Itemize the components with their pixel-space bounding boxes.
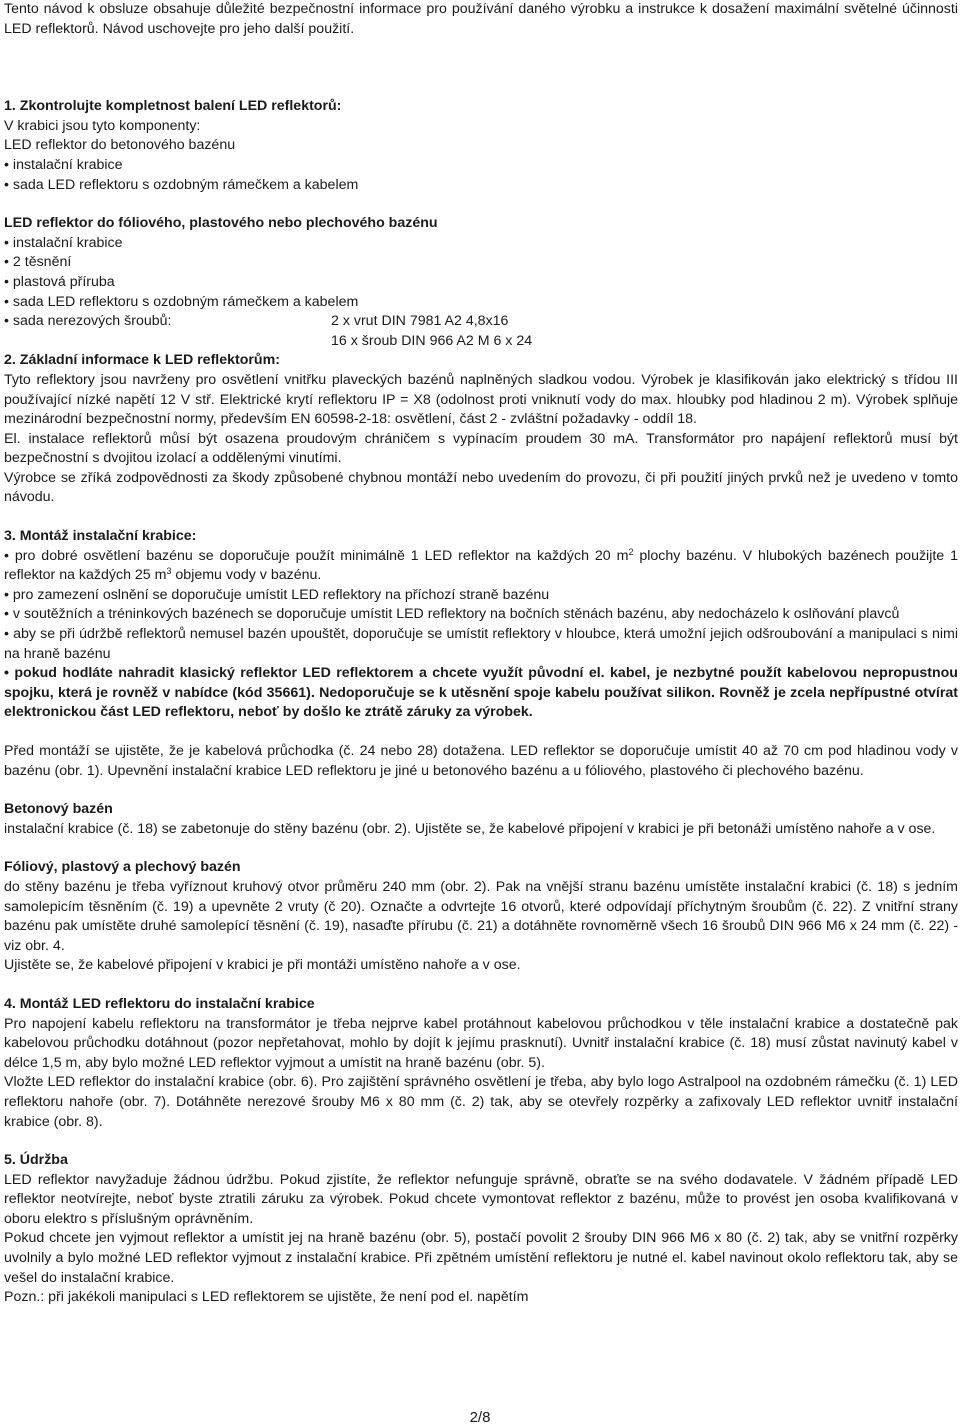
section-5-note: Pozn.: při jakékoli manipulaci s LED reflektorem se ujistěte, že není pod el. napětím <box>4 1289 529 1306</box>
foil-pool-text: do stěny bazénu je třeba vyříznout kruhový otvor průměru 240 mm (obr. 2). Pak na vnější stranu bazénu umístěte instalační krabici (č. 18) s jedním samolepicím těsněním (č. 19) a upevněte 2 vruty (č 20). Označte a odvrtejte 16 otvorů, které odpovídají příchytným šroubům (č. 22). Z vnitřní strany bazénu pak umístěte druhé samolepící těsnění (č. 19), nasaďte přírubu (č. 21) a dotáhněte rovnoměrně všech 16 šroubů DIN 966 M6 x 24 mm (č. 22) - viz obr. 4. <box>4 878 958 954</box>
page-number: 2/8 <box>469 1409 491 1426</box>
list-item: • v soutěžních a tréninkových bazénech se doporučuje umístit LED reflektory na bočních stěnách bazénu, aby nedocházelo k oslňování plavců <box>4 605 958 625</box>
section-3-paragraph: Před montáží se ujistěte, že je kabelová průchodka (č. 24 nebo 28) dotažena. LED reflektor se doporučuje umístit 40 až 70 cm pod hladinou vody v bazénu (obr. 1). Upevnění instalační krabice LED reflektoru je jiné u betonového bazénu a u fóliového, plastového či plechového bazénu. <box>4 743 958 779</box>
concrete-pool-title: LED reflektor do betonového bazénu <box>4 137 236 154</box>
list-item: • pro dobré osvětlení bazénu se doporučuje použít minimálně 1 LED reflektor na každých 20 $m^2$ plochy bazénu. V hlubokých bazénech použijte 1 reflektor na každých 25 $m^3$ objemu vody v bazénu. <box>4 547 958 586</box>
list-item-warning: • pokud hodláte nahradit klasický reflektor LED reflektorem a chcete využít původní el. kabel, je nezbytné použít kabelovou nepropustnou spojku, která je rovněž v nabídce (kód 35661). Nedoporučuje se k utěsnění spoje kabelu používat silikon. Rovněž je zcela nepřípustné otvírat elektronickou část LED reflektoru, neboť by došlo ke ztrátě záruky za výrobek. <box>4 664 958 723</box>
list-item: • instalační krabice <box>4 156 958 176</box>
foil-pool-text-2: Ujistěte se, že kabelové připojení v krabici je při montáži umístěno nahoře a v ose. <box>4 957 521 974</box>
screws-value-1: 2 x vrut DIN 7981 A2 4,8x16 <box>331 313 509 330</box>
section-5-paragraph: Pokud chcete jen vyjmout reflektor a umístit jej na hraně bazénu (obr. 5), postačí povolit 2 šrouby DIN 966 M6 x 80 (č. 2) tak, aby se vnitřní rozpěrky uvolnily a bylo možné LED reflektor vyjmout z instalační krabice. Při zpětném umístění reflektoru je nutné el. kabel navinout okolo reflektoru tak, aby se vešel do instalační krabice. <box>4 1230 958 1286</box>
section-5-heading: 5. Údržba <box>4 1152 68 1169</box>
concrete-pool-heading: Betonový bazén <box>4 801 113 818</box>
section-2-paragraph: Tyto reflektory jsou navrženy pro osvětlení vnitřku plaveckých bazénů naplněných sladkou vodou. Výrobek je klasifikován jako elektrický s třídou III používající nízké napětí 12 V stř. Elektrické krytí reflektoru IP = X8 (odolnost proti vniknutí vody do max. hloubky pod hladinou 2 m). Výrobek splňuje mezinárodní bezpečnostní normy, především EN 60598-2-18: osvětlení, část 2 - zvláštní požadavky - oddíl 18. <box>4 371 958 428</box>
concrete-pool-text: instalační krabice (č. 18) se zabetonuje do stěny bazénu (obr. 2). Ujistěte se, že kabelové připojení v krabici je při betonáži umístěno nahoře a v ose. <box>4 820 936 837</box>
section-4-heading: 4. Montáž LED reflektoru do instalační krabice <box>4 995 315 1012</box>
list-item: • pro zamezení oslnění se doporučuje umístit LED reflektory na příchozí straně bazénu <box>4 586 958 606</box>
screws-label: • sada nerezových šroubů: <box>4 312 331 332</box>
section-1-heading: 1. Zkontrolujte kompletnost balení LED reflektorů: <box>4 98 342 115</box>
list-item: • plastová příruba <box>4 273 958 293</box>
section-2-paragraph: Výrobce se zříká zodpovědnosti za škody způsobené chybnou montáží nebo uvedením do provozu, či při použití jiných prvků než je uvedeno v tomto návodu. <box>4 469 958 506</box>
section-4-paragraph: Pro napojení kabelu reflektoru na transformátor je třeba nejprve kabel protáhnout kabelovou průchodkou v těle instalační krabice a dostatečně pak kabelovou průchodku dotáhnout (pozor nepřetahovat, mohlo by dojít k jejímu prasknutí). Uvnitř instalační krabice (č. 18) musí zůstat navinutý kabel v délce 1,5 m, aby bylo možné LED reflektor vyjmout a umístit na hraně bazénu (obr. 5). <box>4 1015 958 1071</box>
section-2-paragraph: El. instalace reflektorů můsí být osazena proudovým chráničem s vypínacím proudem 30 mA. Transformátor pro napájení reflektorů musí být bezpečnostní s dvojitou izolací a oddělenými vinutími. <box>4 430 958 467</box>
section-2-heading: 2. Základní informace k LED reflektorům: <box>4 352 280 369</box>
screws-value-2: 16 x šroub DIN 966 A2 M 6 x 24 <box>331 332 533 349</box>
foil-pool-title: LED reflektor do fóliového, plastového nebo plechového bazénu <box>4 215 438 232</box>
list-item: • aby se při údržbě reflektorů nemusel bazén upouštět, doporučuje se umístit reflektory v hloubce, která umožní jejich odšroubování a manipulaci s nimi na hraně bazénu <box>4 625 958 664</box>
section-1-subheading: V krabici jsou tyto komponenty: <box>4 117 201 134</box>
document-page <box>4 0 958 1308</box>
section-4-paragraph: Vložte LED reflektor do instalační krabice (obr. 6). Pro zajištění správného osvětlení je třeba, aby bylo logo Astralpool na ozdobném rámečku (č. 1) LED reflektoru nahoře (obr. 7). Dotáhněte nerezové šrouby M6 x 80 mm (č. 2) tak, aby se otevřely rozpěrky a zafixovaly LED reflektor uvnitř instalační krabice (obr. 8). <box>4 1074 958 1130</box>
section-3-heading: 3. Montáž instalační krabice: <box>4 528 197 545</box>
list-item: • sada LED reflektoru s ozdobným rámečkem a kabelem <box>4 293 958 313</box>
screws-row <box>4 312 958 332</box>
list-item: • instalační krabice <box>4 234 958 254</box>
section-5-paragraph: LED reflektor navyžaduje žádnou údržbu. Pokud zjistíte, že reflektor nefunguje správně, obraťte se na svého dodavatele. V žádném případě LED reflektor neotvírejte, neboť byste ztratili záruku za výrobek. Pokud chcete vymontovat reflektor z bazénu, může to provést jen osoba kvalifikovaná v oboru elektro s příslušným oprávněním. <box>4 1171 958 1227</box>
list-item: • sada LED reflektoru s ozdobným rámečkem a kabelem <box>4 176 958 196</box>
foil-pool-heading: Fóliový, plastový a plechový bazén <box>4 859 241 876</box>
intro-paragraph: Tento návod k obsluze obsahuje důležité bezpečnostní informace pro používání daného výrobku a instrukce k dosažení maximální světelné účinnosti LED reflektorů. Návod uschovejte pro jeho další použití. <box>4 1 958 37</box>
list-item: • 2 těsnění <box>4 253 958 273</box>
